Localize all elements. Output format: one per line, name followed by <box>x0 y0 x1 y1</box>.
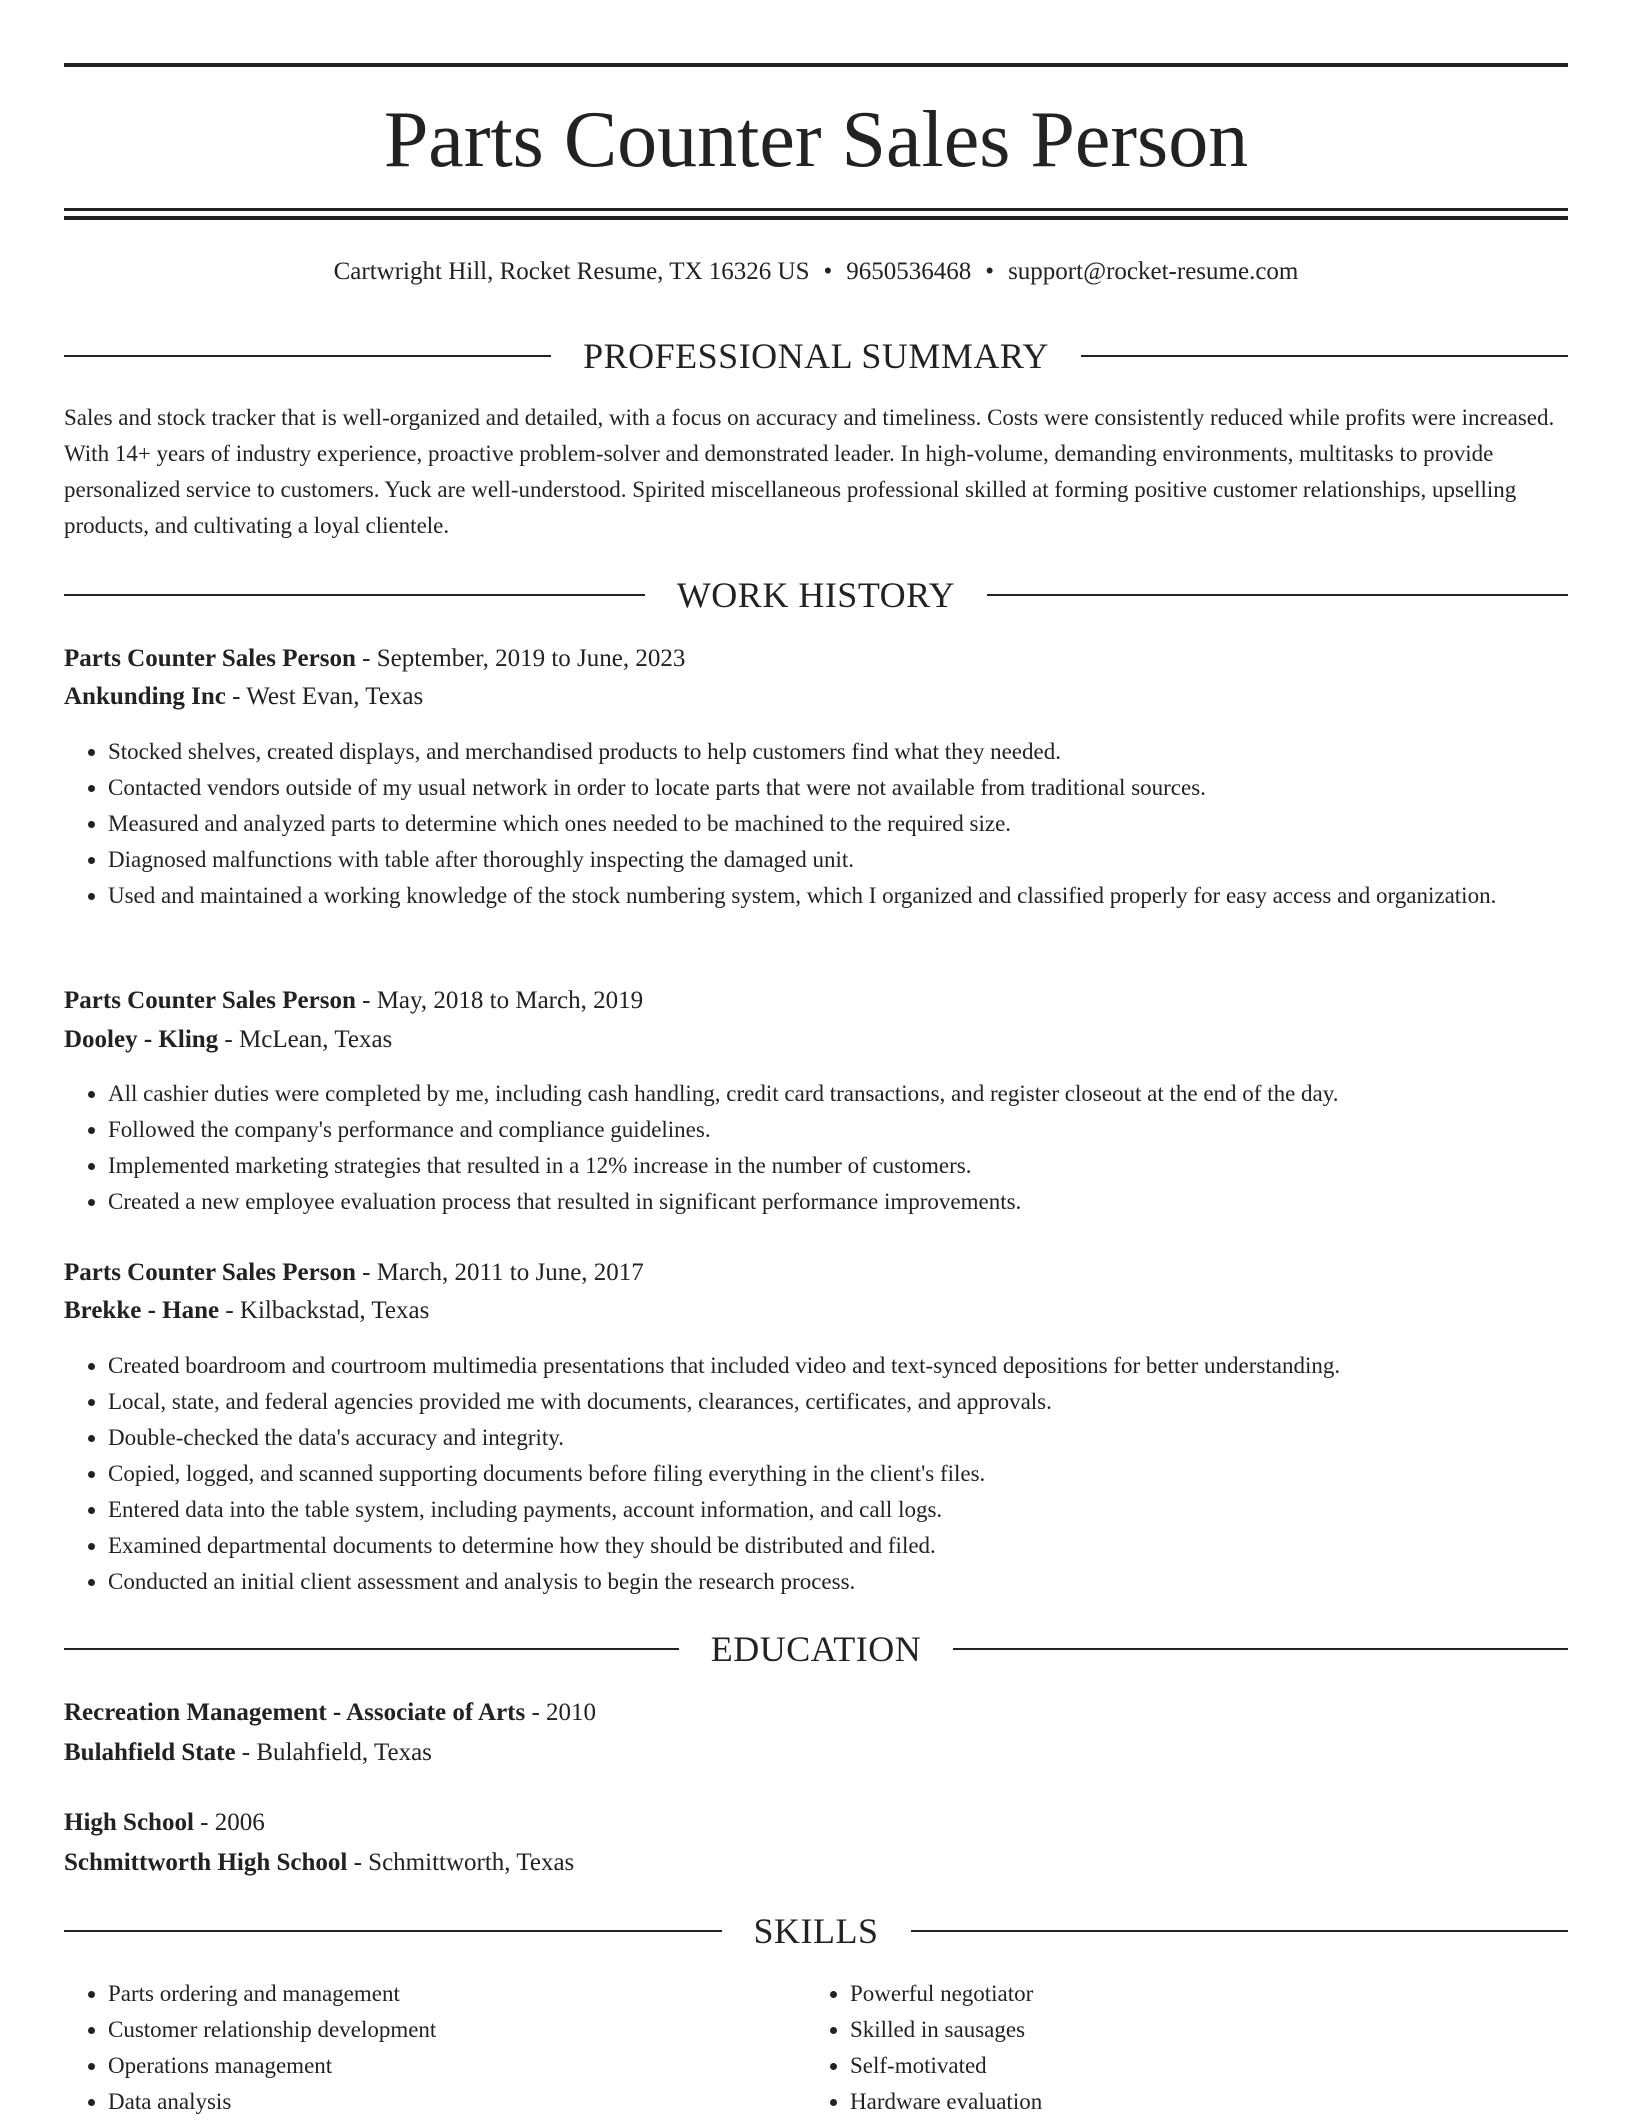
summary-text: Sales and stock tracker that is well-organized and detailed, with a focus on accuracy and timeliness. Costs were consistently reduced while profits were increased. With 14+ years of industry experience, proactive problem-solver and demonstrated leader. In high-volume, demanding environments, multitasks to provide personalized service to customers. Yuck are well-understood. Spirited miscellaneous professional skilled at forming positive customer relationships, upselling products, and cultivating a loyal clientele. <box>64 405 1555 538</box>
education-degree-line <box>64 1695 1568 1731</box>
job-dates: - September, 2019 to June, 2023 <box>355 645 686 672</box>
list-item: • Implemented marketing strategies that resulted in a 12% increase in the number of customers. <box>108 1148 1568 1184</box>
job-company-line <box>64 1022 1568 1058</box>
list-item: • Conducted an initial client assessment and analysis to begin the research process. <box>108 1564 1568 1600</box>
education-degree: Recreation Management - Associate of Arts <box>64 1699 526 1726</box>
job-location: - West Evan, Texas <box>225 683 424 710</box>
job-title-line <box>64 1255 1568 1291</box>
skill-item: • Operations management <box>108 2048 806 2084</box>
skill-item: • Data analysis <box>108 2084 806 2120</box>
contact-email: support@rocket-resume.com <box>1008 258 1299 285</box>
section-title: EDUCATION <box>710 1629 922 1669</box>
job-title: Parts Counter Sales Person <box>64 1259 356 1286</box>
job-title-line <box>64 983 1568 1019</box>
list-item: • Contacted vendors outside of my usual network in order to locate parts that were not available from traditional sources. <box>108 770 1568 806</box>
section-heading-skills <box>64 1911 1568 1951</box>
list-item: • Measured and analyzed parts to determine which ones needed to be machined to the required size. <box>108 806 1568 842</box>
education-year: - 2006 <box>193 1809 265 1836</box>
education-school: Schmittworth High School <box>64 1849 348 1876</box>
contact-separator: • <box>985 258 995 285</box>
skills-list-right <box>806 1976 1548 2120</box>
job-title: Parts Counter Sales Person <box>64 987 356 1014</box>
job-location: - Kilbackstad, Texas <box>219 1297 430 1324</box>
header-bottom-rule-2 <box>64 216 1568 220</box>
header-bottom-rule <box>64 208 1568 211</box>
section-title: PROFESSIONAL SUMMARY <box>583 336 1049 376</box>
education-degree-line <box>64 1805 1568 1841</box>
job-bullets <box>64 1076 1568 1220</box>
list-item: • Stocked shelves, created displays, and merchandised products to help customers find what they needed. <box>108 734 1568 770</box>
job-location: - McLean, Texas <box>218 1026 393 1053</box>
job-dates: - May, 2018 to March, 2019 <box>355 987 644 1014</box>
heading-rule <box>987 594 1568 596</box>
education-location: - Schmittworth, Texas <box>347 1849 575 1876</box>
job-dates: - March, 2011 to June, 2017 <box>355 1259 644 1286</box>
heading-rule <box>953 1648 1568 1650</box>
skill-item: • Self-motivated <box>850 2048 1548 2084</box>
job-company: Ankunding Inc <box>64 683 226 710</box>
job-company-line <box>64 1293 1568 1329</box>
contact-phone: 9650536468 <box>846 258 972 285</box>
job-bullets <box>64 1348 1568 1600</box>
heading-rule <box>64 594 645 596</box>
section-heading-education <box>64 1629 1568 1669</box>
job-company: Dooley - Kling <box>64 1026 219 1053</box>
list-item: • Created a new employee evaluation process that resulted in significant performance improvements. <box>108 1184 1568 1220</box>
list-item: • Diagnosed malfunctions with table after thoroughly inspecting the damaged unit. <box>108 842 1568 878</box>
resume-name: Parts Counter Sales Person <box>383 96 1249 184</box>
list-item: • Created boardroom and courtroom multimedia presentations that included video and text-synced depositions for better understanding. <box>108 1348 1568 1384</box>
list-item: • Double-checked the data's accuracy and integrity. <box>108 1420 1568 1456</box>
education-degree: High School <box>64 1809 194 1836</box>
heading-rule <box>64 355 551 357</box>
skill-item: • Powerful negotiator <box>850 1976 1548 2012</box>
education-school-line <box>64 1735 1568 1771</box>
list-item: • Examined departmental documents to determine how they should be distributed and filed. <box>108 1528 1568 1564</box>
job-bullets <box>64 734 1568 914</box>
heading-rule <box>1081 355 1568 357</box>
heading-rule <box>64 1930 722 1932</box>
section-title: WORK HISTORY <box>676 575 956 615</box>
education-location: - Bulahfield, Texas <box>235 1739 432 1766</box>
skill-item: • Skilled in sausages <box>850 2012 1548 2048</box>
contact-separator: • <box>823 258 833 285</box>
contact-line <box>64 256 1568 288</box>
section-title: SKILLS <box>753 1911 879 1951</box>
list-item: • Entered data into the table system, including payments, account information, and call logs. <box>108 1492 1568 1528</box>
list-item: • All cashier duties were completed by me, including cash handling, credit card transactions, and register closeout at the end of the day. <box>108 1076 1568 1112</box>
skill-item: • Parts ordering and management <box>108 1976 806 2012</box>
contact-address: Cartwright Hill, Rocket Resume, TX 16326 US <box>333 258 810 285</box>
header-top-rule <box>64 63 1568 67</box>
section-heading-work <box>64 575 1568 615</box>
education-school: Bulahfield State <box>64 1739 236 1766</box>
list-item: • Local, state, and federal agencies provided me with documents, clearances, certificates, and approvals. <box>108 1384 1568 1420</box>
list-item: • Copied, logged, and scanned supporting documents before filing everything in the client's files. <box>108 1456 1568 1492</box>
skill-item: • Customer relationship development <box>108 2012 806 2048</box>
job-company-line <box>64 679 1568 715</box>
skills-list-left <box>64 1976 806 2120</box>
education-year: - 2010 <box>525 1699 597 1726</box>
job-title: Parts Counter Sales Person <box>64 645 356 672</box>
education-school-line <box>64 1845 1568 1881</box>
skill-item: • Hardware evaluation <box>850 2084 1548 2120</box>
list-item: • Used and maintained a working knowledge of the stock numbering system, which I organized and classified properly for easy access and organization. <box>108 878 1568 914</box>
section-heading-summary <box>64 336 1568 376</box>
job-company: Brekke - Hane <box>64 1297 220 1324</box>
heading-rule <box>64 1648 679 1650</box>
job-title-line <box>64 641 1568 677</box>
list-item: • Followed the company's performance and compliance guidelines. <box>108 1112 1568 1148</box>
heading-rule <box>911 1930 1569 1932</box>
